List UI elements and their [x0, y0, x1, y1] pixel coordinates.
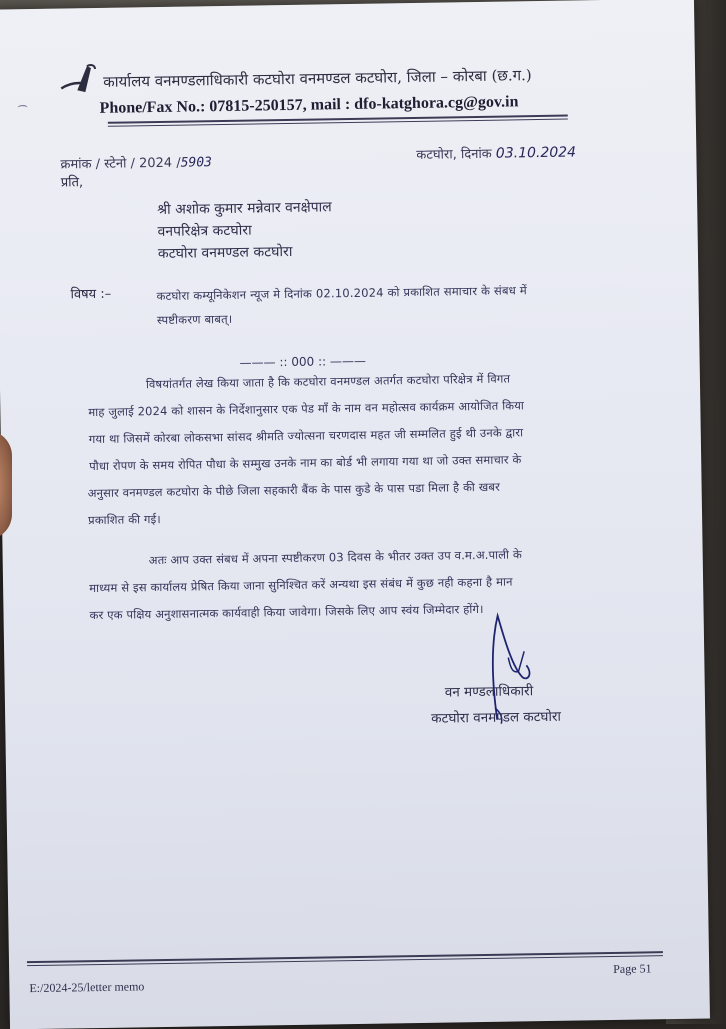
- finger-holding-paper: [0, 430, 12, 540]
- body-line: माध्यम से इस कार्यालय प्रेषित किया जाना सुनिश्चित करें अन्यथा इस संबंध में कुछ नही कहना है मान: [89, 574, 513, 596]
- body-line: अनुसार वनमण्डल कटघोरा के पीछे जिला सहकारी बैंक के पास कुडे के पास पडा मिला है की खबर: [87, 479, 501, 501]
- subject-line-1: कटघोरा कम्यूनिकेशन न्यूज मे दिनांक 02.10.2024 को प्रकाशित समाचार के संबध में: [156, 283, 528, 304]
- footer-page-number: Page 51: [613, 961, 652, 976]
- reference-prefix: क्रमांक / स्टेनो / 2024 /: [60, 155, 181, 173]
- body-line: माह जुलाई 2024 को शासन के निर्देशानुसार एक पेड माँ के नाम वन महोत्सव कार्यक्रम आयोजित किया: [88, 398, 525, 420]
- reference-number: [60, 152, 212, 172]
- recipient-line-1: श्री अशोक कुमार मन्नेवार वनक्षेपाल: [157, 199, 332, 219]
- body-line: पौधा रोपण के समय रोपित पौधा के सम्मुख उनके नाम का बोर्ड भी लगाया गया था जो उक्त समाचार के: [89, 452, 522, 474]
- prati-label: प्रति,: [60, 175, 84, 191]
- office-title: कार्यालय वनमण्डलाधिकारी कटघोरा वनमण्डल कटघोरा, जिला – कोरबा (छ.ग.): [103, 66, 532, 91]
- signatory-office: कटघोरा वनमण्डल कटघोरा: [431, 708, 562, 727]
- recipient-line-2: वनपरिक्षेत्र कटघोरा: [157, 222, 252, 241]
- section-separator: ——— :: 000 :: ———: [239, 353, 367, 370]
- place-and-date: [416, 142, 576, 163]
- subject-label: विषय :–: [70, 286, 112, 303]
- contact-line: Phone/Fax No.: 07815-250157, mail : dfo-katghora.cg@gov.in: [99, 93, 519, 117]
- body-line: गया था जिसमें कोरबा लोकसभा सांसद श्रीमति ज्योत्सना चरणदास महत जी सम्मलित हुई थी उनके द्वारा: [88, 425, 524, 447]
- recipient-line-3: कटघोरा वनमण्डल कटघोरा: [157, 243, 293, 263]
- signatory-designation: वन मण्डलाधिकारी: [444, 683, 534, 701]
- city-label: कटघोरा, दिनांक: [416, 146, 492, 163]
- pen-mark: [18, 105, 28, 110]
- reference-handwritten-number: 5903: [180, 155, 213, 171]
- body-line: विषयांतर्गत लेख किया जाता है कि कटघोरा वनमण्डल अतर्गत कटघोरा परिक्षेत्र में विगत: [145, 371, 511, 392]
- body-line: अतः आप उक्त संबध में अपना स्पष्टीकरण 03 दिवस के भीतर उक्त उप व.म.अ.पाली के: [148, 547, 523, 568]
- handwritten-date: 03.10.2024: [495, 144, 577, 162]
- body-line: कर एक पक्षिय अनुशासनात्मक कार्यवाही किया जावेगा। जिसके लिए आप स्वंय जिम्मेदार होंगे।: [89, 601, 484, 623]
- forest-department-logo-icon: [57, 62, 102, 97]
- body-line: प्रकाशित की गई।: [87, 512, 161, 528]
- subject-line-2: स्पष्टीकरण बाबत्।: [156, 311, 233, 328]
- footer-file-path: E:/2024-25/letter memo: [29, 979, 145, 996]
